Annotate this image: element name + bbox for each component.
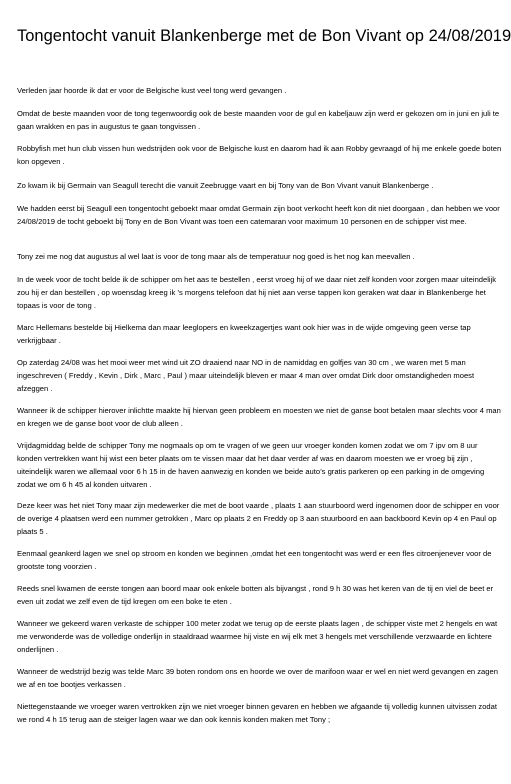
paragraph: Eenmaal geankerd lagen we snel op stroom en konden we beginnen ,omdat het een tongentocht was werd er een fles citroenjenever voor de grootste tong voorzien . <box>17 549 492 571</box>
paragraph: Op zaterdag 24/08 was het mooi weer met wind uit ZO draaiend naar NO in de namiddag en golfjes van 30 cm , we waren met 5 man ingeschreven ( Freddy , Kevin , Dirk , Marc , Paul ) maar uiteindelijk bleven er maar 4 man over omdat Dirk door omstandigheden moest afzeggen . <box>17 358 475 393</box>
paragraph: Tony zei me nog dat augustus al wel laat is voor de tong maar als de temperatuur nog goed is het nog kan meevallen . <box>17 252 415 261</box>
paragraph: Robbyfish met hun club vissen hun wedstrijden ook voor de Belgische kust en daarom had ik aan Robby gevraagd of hij me enkele goede boten kon opgeven . <box>17 144 502 166</box>
document-title: Tongentocht vanuit Blankenberge met de Bon Vivant op 24/08/2019 <box>17 27 511 45</box>
paragraph: Omdat de beste maanden voor de tong tegenwoordig ook de beste maanden voor de gul en kabeljauw zijn werd er gekozen om in juni en juli te gaan wrakken en pas in augustus te gaan tongvissen . <box>17 109 500 131</box>
paragraph: Wanneer de wedstrijd bezig was telde Marc 39 boten rondom ons en hoorde we over de marifoon waar er wel en niet werd gevangen en zagen we af en toe bootjes verkassen . <box>17 667 498 689</box>
paragraph: In de week voor de tocht belde ik de schipper om het aas te bestellen , eerst vroeg hij of we daar niet zelf konden voor zorgen maar uiteindelijk zou hij er dan bestellen , op woensdag kreeg ik ’s morgens telefoon dat hij niet aan verse tappen kon geraken wat daar in Blankenberge het topaas is voor de tong . <box>17 275 497 310</box>
paragraph: Wanneer ik de schipper hierover inlichtte maakte hij hiervan geen probleem en moesten we niet de ganse boot betalen maar slechts voor 4 man en kregen we de ganse boot voor de club alleen . <box>17 406 501 428</box>
paragraph: Deze keer was het niet Tony maar zijn medewerker die met de boot vaarde , plaats 1 aan stuurboord werd ingenomen door de schipper en voor de overige 4 plaatsen werd een nummer getrokken , Marc op plaats 2 en Freddy op 3 aan stuurboord en aan backboord Kevin op 4 en Paul op plaats 5 . <box>17 501 500 536</box>
paragraph: Reeds snel kwamen de eerste tongen aan boord maar ook enkele botten als bijvangst , rond 9 h 30 was het keren van de tij en viel de beet er even uit zodat we zelf even de tijd kregen om een boke te eten . <box>17 584 494 606</box>
paragraph: Vrijdagmiddag belde de schipper Tony me nogmaals op om te vragen of we geen uur vroeger konden komen zodat we om 7 ipv om 8 uur konden vertrekken want hij wist een beter plaats om te vissen maar dat het daar verder af was en daarom moesten we er vroeg bij zijn , uiteindelijk waren we allemaal voor 6 h 15 in de haven aanwezig en konden we beide auto’s gratis parkeren op een parking in de omgeving zodat we om 6 h 45 al konden uitvaren . <box>17 441 485 489</box>
paragraph: Niettegenstaande we vroeger waren vertrokken zijn we niet vroeger binnen gevaren en hebben we afgaande tij volledig kunnen uitvissen zodat we rond 4 h 15 terug aan de steiger lagen waar we dan ook kennis konden maken met Tony ; <box>17 702 497 724</box>
paragraph: Wanneer we gekeerd waren verkaste de schipper 100 meter zodat we terug op de eerste plaats lagen , de schipper viste met 2 hengels en wat me verwonderde was de volledige onderlijn in staaldraad waarmee hij viste en wij elk met 3 hengels met verschillende verzwaarde en lichtere onderlijnen . <box>17 619 498 654</box>
paragraph: Verleden jaar hoorde ik dat er voor de Belgische kust veel tong werd gevangen . <box>17 86 287 95</box>
paragraph: Zo kwam ik bij Germain van Seagull terecht die vanuit Zeebrugge vaart en bij Tony van de Bon Vivant vanuit Blankenberge . <box>17 181 434 190</box>
paragraph: We hadden eerst bij Seagull een tongentocht geboekt maar omdat Germain zijn boot verkocht heeft kon dit niet doorgaan , dan hebben we voor 24/08/2019 de tocht geboekt bij Tony en de Bon Vivant was toen een catemaran voor maximum 10 personen en de schipper vist mee. <box>17 204 500 226</box>
paragraph: Marc Hellemans bestelde bij Hielkema dan maar leeglopers en kweekzagertjes want ook hier was in de wijde omgeving geen verse tap verkrijgbaar . <box>17 323 471 345</box>
